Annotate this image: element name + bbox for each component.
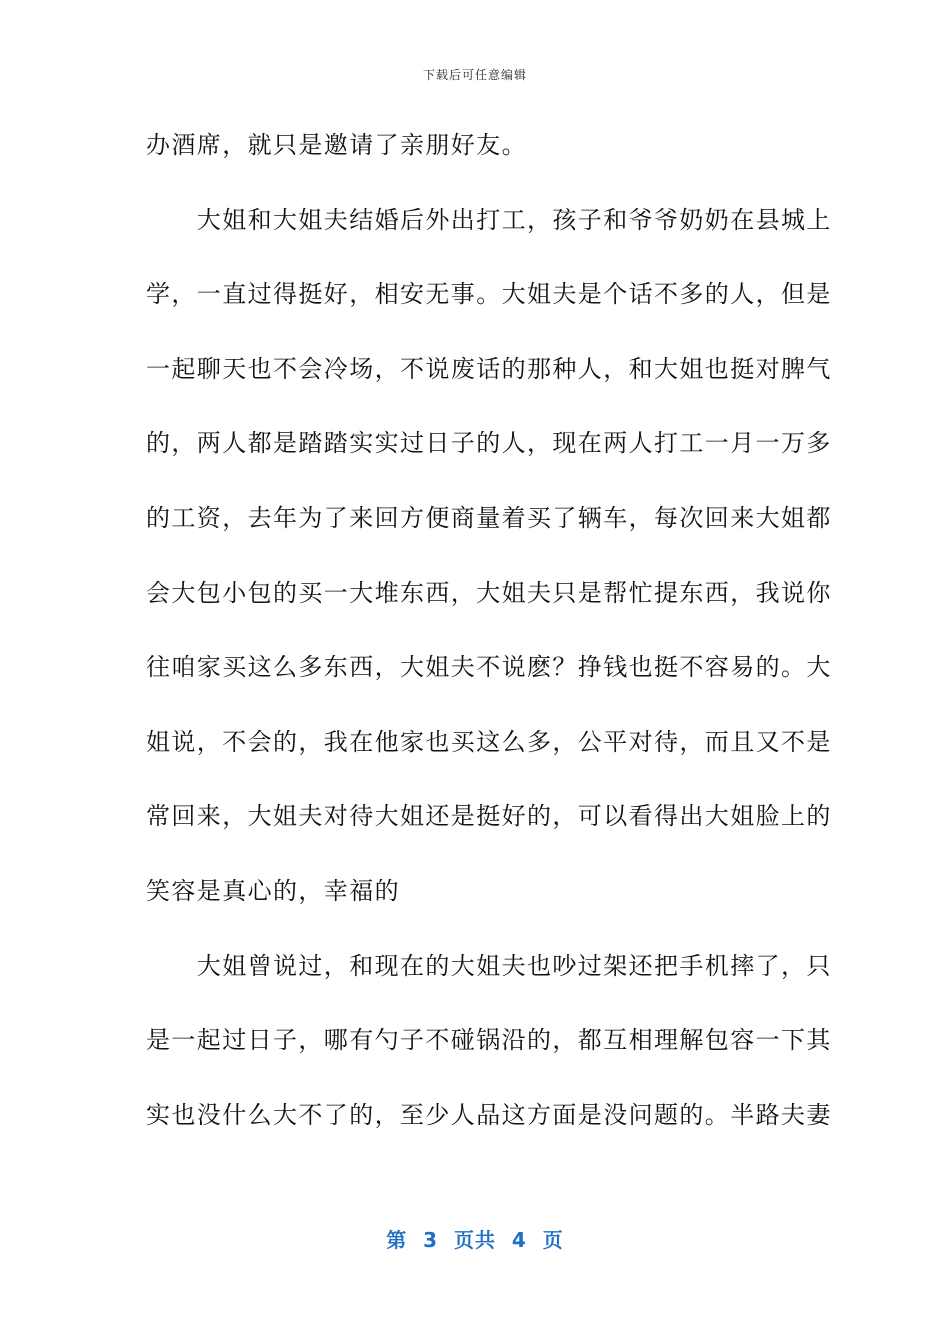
text-line: 姐说，不会的，我在他家也买这么多，公平对待，而且又不是	[146, 727, 832, 756]
text-line: 大姐和大姐夫结婚后外出打工，孩子和爷爷奶奶在县城上	[146, 205, 832, 234]
text-line: 实也没什么大不了的，至少人品这方面是没问题的。半路夫妻	[146, 1100, 832, 1129]
text-line: 大姐曾说过，和现在的大姐夫也吵过架还把手机摔了，只	[146, 951, 832, 980]
text-line: 的，两人都是踏踏实实过日子的人，现在两人打工一月一万多	[146, 429, 832, 458]
text-line: 往咱家买这么多东西，大姐夫不说麽？挣钱也挺不容易的。大	[146, 653, 832, 682]
page-header: 下载后可任意编辑	[422, 68, 527, 82]
text-line: 是一起过日子，哪有勺子不碰锅沿的，都互相理解包容一下其	[146, 1026, 832, 1055]
text-line: 学，一直过得挺好，相安无事。大姐夫是个话不多的人，但是	[146, 280, 832, 309]
text-line: 一起聊天也不会冷场，不说废话的那种人，和大姐也挺对脾气	[146, 354, 832, 383]
text-line: 的工资，去年为了来回方便商量着买了辆车，每次回来大姐都	[146, 503, 832, 532]
body-text	[146, 123, 832, 1167]
text-line: 笑容是真心的，幸福的	[146, 876, 400, 905]
text-line: 会大包小包的买一大堆东西，大姐夫只是帮忙提东西，我说你	[146, 578, 832, 607]
text-line: 常回来，大姐夫对待大姐还是挺好的，可以看得出大姐脸上的	[146, 802, 832, 831]
page-number-footer: 第 3 页共 4 页	[386, 1228, 564, 1252]
text-line: 办酒席，就只是邀请了亲朋好友。	[146, 131, 527, 159]
